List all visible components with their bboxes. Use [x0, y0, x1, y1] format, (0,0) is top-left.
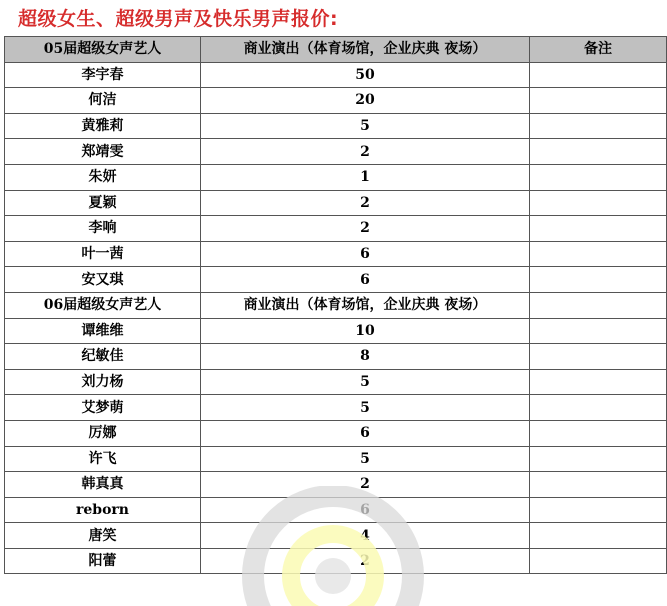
artist-name-cell: 叶一茜 [5, 241, 201, 267]
table-row [5, 369, 667, 395]
artist-name-cell: 谭维维 [5, 318, 201, 344]
price-cell: 2 [201, 472, 530, 498]
header-artist: 05届超级女声艺人 [5, 37, 201, 63]
note-cell [530, 241, 667, 267]
price-cell: 50 [201, 62, 530, 88]
note-cell [530, 548, 667, 574]
page-title: 超级女生、超级男声及快乐男声报价: [18, 8, 339, 30]
price-cell: 6 [201, 241, 530, 267]
artist-name-cell: 阳蕾 [5, 548, 201, 574]
note-cell [530, 472, 667, 498]
table-row [5, 446, 667, 472]
table-row [5, 548, 667, 574]
artist-name-cell: 厉娜 [5, 420, 201, 446]
note-cell [530, 88, 667, 114]
table-row [5, 164, 667, 190]
note-cell [530, 395, 667, 421]
price-cell: 4 [201, 523, 530, 549]
price-cell: 1 [201, 164, 530, 190]
price-cell: 2 [201, 216, 530, 242]
table-row [5, 318, 667, 344]
note-cell [530, 139, 667, 165]
header-notes: 备注 [530, 37, 667, 63]
table-row [5, 190, 667, 216]
note-cell [530, 523, 667, 549]
note-cell [530, 267, 667, 293]
note-cell [530, 190, 667, 216]
artist-name-cell: 安又琪 [5, 267, 201, 293]
note-cell [530, 216, 667, 242]
artist-name-cell: 许飞 [5, 446, 201, 472]
artist-name-cell: 艾梦萌 [5, 395, 201, 421]
price-cell: 20 [201, 88, 530, 114]
table-row [5, 241, 667, 267]
note-cell [530, 164, 667, 190]
header-commercial-show: 商业演出（体育场馆，企业庆典 夜场） [201, 37, 530, 63]
price-table [4, 36, 667, 574]
note-cell [530, 344, 667, 370]
artist-name-cell: 纪敏佳 [5, 344, 201, 370]
table-row [5, 62, 667, 88]
artist-name-cell: 刘力杨 [5, 369, 201, 395]
price-cell: 5 [201, 369, 530, 395]
table-row [5, 472, 667, 498]
group-header-row [5, 292, 667, 318]
price-cell: 6 [201, 497, 530, 523]
note-cell [530, 113, 667, 139]
table-row [5, 344, 667, 370]
price-cell: 2 [201, 139, 530, 165]
table-row [5, 216, 667, 242]
table-body [5, 62, 667, 574]
artist-name-cell: 郑靖雯 [5, 139, 201, 165]
price-cell: 2 [201, 548, 530, 574]
price-cell: 5 [201, 395, 530, 421]
artist-name-cell: 李响 [5, 216, 201, 242]
artist-name-cell: 韩真真 [5, 472, 201, 498]
note-cell [530, 497, 667, 523]
note-cell [530, 369, 667, 395]
price-cell: 8 [201, 344, 530, 370]
artist-name-cell: 唐笑 [5, 523, 201, 549]
table-row [5, 139, 667, 165]
table-header [5, 37, 667, 63]
note-cell [530, 446, 667, 472]
note-cell [530, 318, 667, 344]
price-cell: 10 [201, 318, 530, 344]
price-cell: 5 [201, 446, 530, 472]
group-header-commercial-show: 商业演出（体育场馆，企业庆典 夜场） [201, 292, 530, 318]
artist-name-cell: 朱妍 [5, 164, 201, 190]
group-header-notes [530, 292, 667, 318]
price-cell: 2 [201, 190, 530, 216]
table-row [5, 497, 667, 523]
table-row [5, 267, 667, 293]
table-row [5, 523, 667, 549]
note-cell [530, 420, 667, 446]
artist-name-cell: 夏颖 [5, 190, 201, 216]
header-row [5, 37, 667, 63]
table-row [5, 395, 667, 421]
table-row [5, 88, 667, 114]
group-header-artist: 06届超级女声艺人 [5, 292, 201, 318]
artist-name-cell: 黄雅莉 [5, 113, 201, 139]
table-row [5, 113, 667, 139]
price-cell: 6 [201, 420, 530, 446]
artist-name-cell: reborn [5, 497, 201, 523]
table-row [5, 420, 667, 446]
note-cell [530, 62, 667, 88]
price-cell: 5 [201, 113, 530, 139]
artist-name-cell: 何洁 [5, 88, 201, 114]
price-cell: 6 [201, 267, 530, 293]
artist-name-cell: 李宇春 [5, 62, 201, 88]
